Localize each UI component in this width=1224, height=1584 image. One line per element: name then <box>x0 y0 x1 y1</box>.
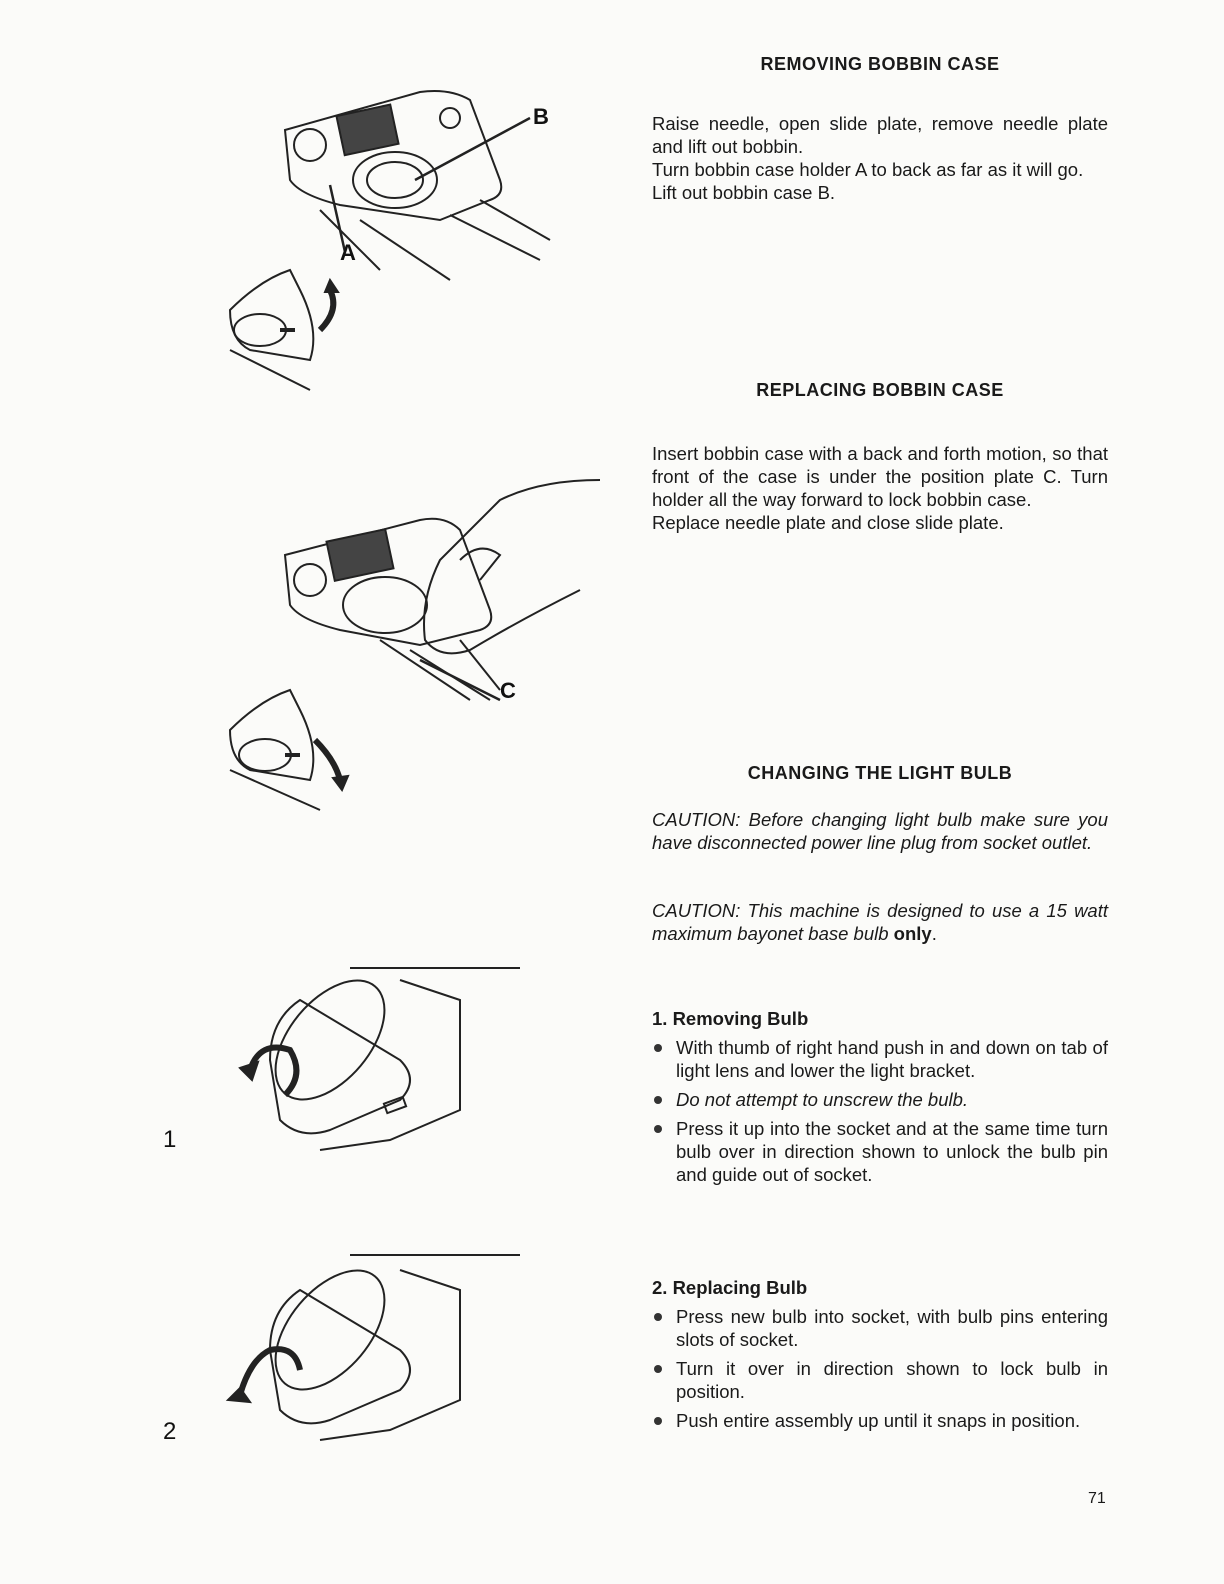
removing-line-1: Raise needle, open slide plate, remove needle plate and lift out bobbin. <box>652 113 1108 157</box>
removing-bobbin-case-text <box>652 112 1108 204</box>
figure-number-2: 2 <box>163 1418 177 1445</box>
changing-light-bulb-heading: CHANGING THE LIGHT BULB <box>747 763 1013 783</box>
caution-1-text: CAUTION: Before changing light bulb make sure you have disconnected power line plug from socket outlet. <box>652 809 1108 853</box>
list-item: Push entire assembly up until it snaps in position. <box>652 1409 1108 1432</box>
replacing-bulb-section <box>652 1277 1108 1438</box>
list-item: Press it up into the socket and at the same time turn bulb over in direction shown to unlock the bulb pin and guide out of socket. <box>652 1117 1108 1186</box>
replacing-bobbin-case-text <box>652 442 1108 534</box>
caution-2 <box>652 899 1108 945</box>
replacing-bulb-title: 2. Replacing Bulb <box>652 1277 808 1298</box>
list-item: Do not attempt to unscrew the bulb. <box>652 1088 1108 1111</box>
list-item: With thumb of right hand push in and down on tab of light lens and lower the light bracket. <box>652 1036 1108 1082</box>
figure-number-1: 1 <box>163 1126 177 1153</box>
label-b: B <box>533 104 549 129</box>
bobbin-holder-detail-2 <box>230 690 348 810</box>
caution-2-emphasis: only <box>893 923 932 944</box>
replacing-line-2: Replace needle plate and close slide plate. <box>652 512 1004 533</box>
caution-1 <box>652 808 1108 854</box>
removing-bobbin-case-heading: REMOVING BOBBIN CASE <box>760 54 1000 74</box>
removing-bulb-title: 1. Removing Bulb <box>652 1008 809 1029</box>
bobbin-plate-illustration-1 <box>285 91 550 280</box>
replacing-line-1: Insert bobbin case with a back and forth motion, so that front of the case is under the position plate C. Turn holder all the way forward to lock bobbin case. <box>652 443 1108 510</box>
bobbin-holder-detail-1 <box>230 270 338 390</box>
replacing-bobbin-case-heading: REPLACING BOBBIN CASE <box>756 380 1004 400</box>
bulb-replacement-illustration <box>228 1251 520 1440</box>
caution-2-text: CAUTION: This machine is designed to use a 15 watt maximum bayonet base bulb <box>652 900 1108 944</box>
list-item: Turn it over in direction shown to lock bulb in position. <box>652 1357 1108 1403</box>
replacing-bulb-list <box>652 1305 1108 1432</box>
caution-2-end: . <box>931 923 937 944</box>
list-item: Press new bulb into socket, with bulb pins entering slots of socket. <box>652 1305 1108 1351</box>
removing-line-3: Lift out bobbin case B. <box>652 182 836 203</box>
removing-line-2: Turn bobbin case holder A to back as far as it will go. <box>652 159 1084 180</box>
removing-bulb-list <box>652 1036 1108 1186</box>
label-c: C <box>500 678 516 703</box>
bulb-removal-illustration <box>240 961 520 1150</box>
bobbin-plate-illustration-2 <box>285 480 600 700</box>
label-a: A <box>340 240 356 265</box>
removing-bulb-section <box>652 1008 1108 1192</box>
page-number: 71 <box>1088 1490 1106 1507</box>
